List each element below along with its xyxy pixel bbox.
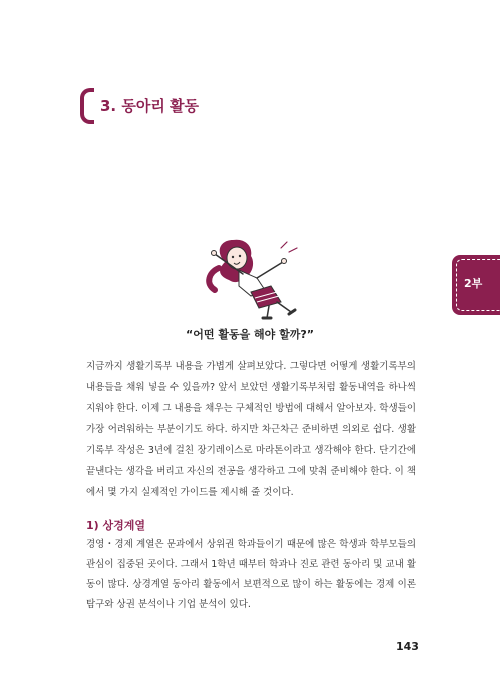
section-heading [80,88,210,124]
falling-girl-illustration [195,232,305,322]
subsection-title: 1) 상경계열 [86,519,146,532]
heading-bracket [80,88,94,124]
body-paragraph: 지금까지 생활기록부 내용을 가볍게 살펴보았다. 그렇다면 어떻게 생활기록부의 내용들을 채워 넣을 수 있을까? 앞서 보았던 생활기록부처럼 활동내역을 하나씩 지워야 한다. 이제 그 내용을 채우는 구체적인 방법에 대해서 알아보자. 학생들이 가장 어려워하는 부분이기도 하다. 하지만 차근차근 준비하면 의외로 쉽다. 생활기록부 작성은 3년에 걸친 장기레이스로 마라톤이라고 생각해야 한다. 단기간에 끝낸다는 생각을 버리고 자신의 전공을 생각하고 그에 맞춰 준비해야 한다. 이 책에서 몇 가지 실제적인 가이드를 제시해 줄 것이다. [86,361,416,498]
part-tab [452,255,500,315]
subsection-paragraph: 경영・경제 계열은 문과에서 상위권 학과들이기 때문에 많은 학생과 학부모들의 관심이 집중된 곳이다. 그래서 1학년 때부터 학과나 진로 관련 동아리 및 교내 활동이 많다. 상경계열 동아리 활동에서 보편적으로 많이 하는 활동에는 경제 이론 탐구와 상권 분석이나 기업 분석이 있다. [86,539,416,610]
section-title: 3. 동아리 활동 [100,97,200,115]
part-tab-label: 2부 [464,277,483,290]
illustration-caption: “어떤 활동을 해야 할까?” [186,328,314,341]
page-number: 143 [396,640,419,653]
